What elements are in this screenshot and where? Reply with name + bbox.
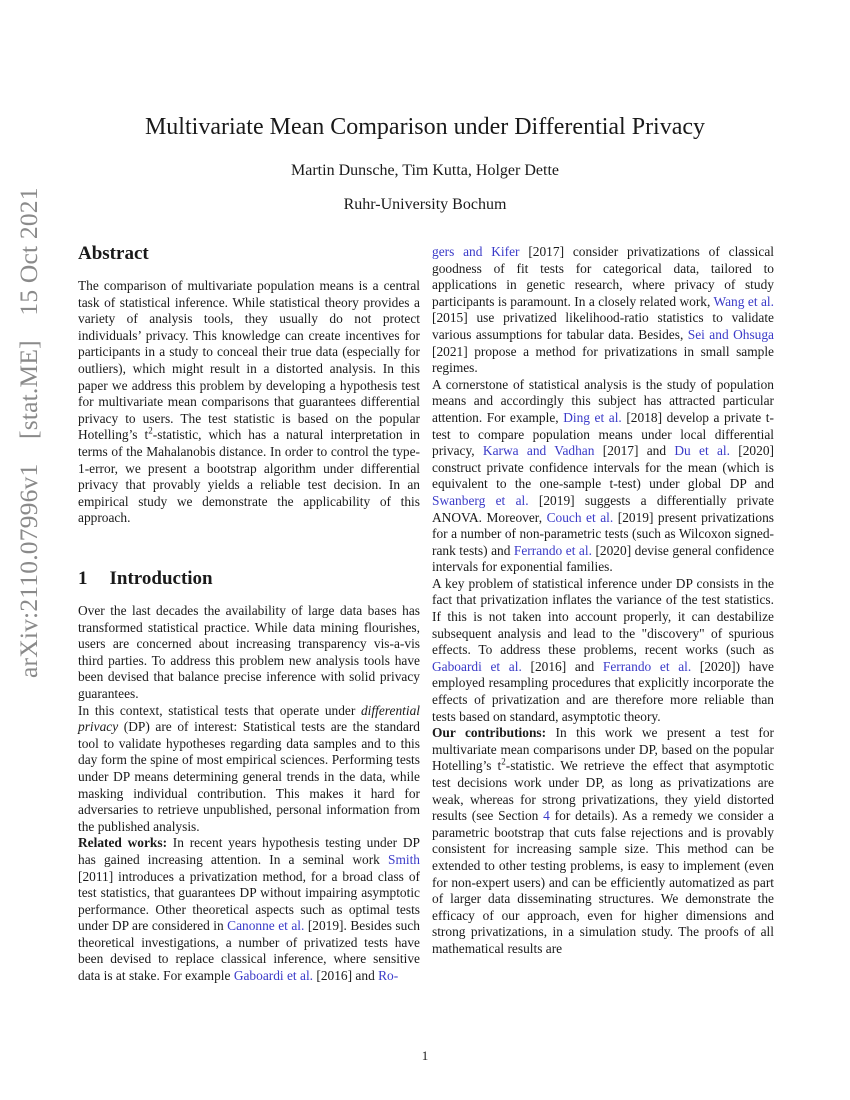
citation-link[interactable]: Gaboardi et al. xyxy=(233,968,314,984)
text: In this context, statistical tests that operate under xyxy=(78,702,361,718)
citation-year: [2017] xyxy=(528,244,565,259)
page-number: 1 xyxy=(421,1048,429,1063)
citation-year: [2018] xyxy=(626,409,663,425)
citation-year: [2020] xyxy=(738,443,774,459)
citation-link[interactable]: Canonne et al. xyxy=(227,918,305,934)
arxiv-date: 15 Oct 2021 xyxy=(14,187,43,316)
text: . Besides such theoretical investigations, a number of privatized tests have been devised to replace classical inference, where sensitive data is at stake. For example xyxy=(78,918,420,984)
abstract-heading: Abstract xyxy=(78,243,149,264)
citation-link[interactable]: Ding et al. xyxy=(563,409,622,425)
text: and xyxy=(352,968,379,984)
citation-link[interactable]: Gaboardi et al. xyxy=(432,658,522,674)
text: introduces a privatization method, for a broad class of test statistics, that guarantees DP without impairing asymptotic performance. Other theoretical aspects such as optimal tests under DP are considered in xyxy=(78,868,420,934)
contributions-paragraph xyxy=(432,725,774,957)
intro-left-column xyxy=(78,603,420,985)
text: present privatizations for a number of non-parametric tests (such as Wilcoxon signed-rank tests) and xyxy=(432,509,774,558)
arxiv-id: arXiv:2110.07996v1 xyxy=(14,463,43,678)
citation-year: [2019] xyxy=(307,918,344,934)
citation-year: [2019] xyxy=(617,509,654,525)
intro-paragraph-1: Over the last decades the availability of large data bases has transformed statistical practice. While data mining flourishes, users are concerned about increasing transparency vis-a-vis third parties. To address this problem new analysis tools have been devised that balance precise inference with solid privacy guarantees. xyxy=(78,603,420,701)
citation-year: [2011] xyxy=(78,868,114,884)
text: In recent years hypothesis testing under DP has gained increasing attention. In a seminal work xyxy=(78,835,420,867)
paper-authors: Martin Dunsche, Tim Kutta, Holger Dette xyxy=(291,162,559,179)
citation-link[interactable]: Ferrando et al. xyxy=(513,542,592,558)
section-title: Introduction xyxy=(109,568,213,589)
section-number: 1 xyxy=(78,568,88,589)
text: propose a method for privatizations in small sample regimes. xyxy=(432,343,774,376)
section-link[interactable]: 4 xyxy=(543,808,550,824)
abstract-text-a: The comparison of multivariate population means is a central task of statistical inference. While statistical theory provides a variety of analysis tools, they usually do not protect individuals’ privacy. This knowledge can create incentives for participants in a study to conceal their true data (especially for outliers), which might result in a distorted analysis. In this paper we address this problem by developing a hypothesis test for multivariate mean comparisons that guarantees differential privacy to users. The test statistic is based on the popular Hotelling’s t xyxy=(78,278,420,443)
citation-year: [2017] xyxy=(602,443,639,459)
citation-link[interactable]: Couch et al. xyxy=(546,509,614,525)
text: A key problem of statistical inference under DP consists in the fact that privatization inflates the variance of the test statistics. If this is not taken into account properly, it can destabilize subsequent analysis and lead to the "discovery" of spurious effects. To address these problems, recent works (such as xyxy=(432,575,774,658)
superscript: 2 xyxy=(148,425,153,436)
text: In this work we present a test for multivariate mean comparisons under DP, based on the popular Hotelling’s t xyxy=(432,725,774,774)
arxiv-category: [stat.ME] xyxy=(14,340,43,439)
paper-title: Multivariate Mean Comparison under Differential Privacy xyxy=(144,114,706,140)
text: (DP) are of interest: Statistical tests are the standard tool to validate hypotheses regarding data samples and to this day form the spine of most empirical sciences. Performing tests under DP means determining general trends in the data, while masking individual contribution. This makes it hard for adversaries to retrieve unpublished, personal information from the published analysis. xyxy=(78,719,420,834)
citation-link[interactable]: Wang et al. xyxy=(713,293,774,309)
citation-link[interactable]: Ferrando et al. xyxy=(602,658,692,674)
citation-year: [2020] xyxy=(595,542,632,558)
text: devise general confidence intervals for exponential families. xyxy=(432,542,775,575)
related-works-label: Related works: xyxy=(78,835,168,851)
text: ) have employed resampling procedures that explicitly incorporate the effects of privatization and are therefore more reliable than tests based on standard, asymptotic theory. xyxy=(432,658,774,724)
text: develop a private t-test to compare population means under local differential privacy, xyxy=(432,409,774,459)
abstract-text-b: -statistic, which has a natural interpretation in terms of the Mahalanobis distance. In order to control the type-1-error, we present a bootstrap algorithm under differential privacy that provably yields a reliable test decision. In an empirical study we demonstrate the applicability of this approach. xyxy=(78,427,420,526)
text: consider privatizations of classical goodness of fit tests for categorical data, tailored to applications in genetic research, where privacy of study participants is paramount. In a closely related work, xyxy=(432,244,775,309)
text: -statistic. We retrieve the effect that asymptotic test decisions work under DP, as long as privatizations are weak, whereas for strong privatizations, they yield distorted results (see Section xyxy=(432,758,774,824)
section-heading-introduction xyxy=(78,568,213,590)
citation-year: [2020] xyxy=(699,658,736,674)
intro-paragraph-2 xyxy=(78,703,420,836)
citation-year: [2021] xyxy=(432,343,468,359)
text: for details). As a remedy we consider a parametric bootstrap that cuts false rejections and is provably consistent for increasing sample size. This method can be extended to other testing problems, is easy to implement (even for non-expert users) and can be efficiently automatized as part of larger data disseminating structures. We demonstrate the efficacy of our approach, even for higher dimensions and strong privatizations, in a simulation study. The proofs of all mathematical results are xyxy=(432,808,774,956)
text: A cornerstone of statistical analysis is the study of population means and accordingly this subject has attracted particular attention. For example, xyxy=(432,376,774,425)
text: use privatized likelihood-ratio statistics to validate various assumptions for tabular data. Besides, xyxy=(432,310,774,342)
citation-link[interactable]: Smith xyxy=(388,851,420,867)
citation-year: [2019] xyxy=(538,492,575,508)
text: suggests a differentially private ANOVA. Moreover, xyxy=(432,492,774,525)
text: and xyxy=(566,658,603,674)
related-works-paragraph xyxy=(78,835,420,984)
citation-link[interactable]: Sei and Ohsuga xyxy=(687,326,774,342)
paper-affiliation: Ruhr-University Bochum xyxy=(343,196,507,213)
citation-link[interactable]: Ro- xyxy=(378,968,399,984)
key-problem-paragraph xyxy=(432,576,774,725)
citation-year: [2016] xyxy=(530,658,567,674)
contributions-label: Our contributions: xyxy=(432,725,547,741)
arxiv-stamp xyxy=(14,169,44,678)
citation-link[interactable]: Swanberg et al. xyxy=(432,492,529,508)
citation-link[interactable]: gers and Kifer xyxy=(432,244,520,259)
superscript: 2 xyxy=(501,756,506,767)
citation-link[interactable]: Karwa and Vadhan xyxy=(482,443,595,459)
citation-year: [2016] xyxy=(316,968,353,984)
text: and xyxy=(638,443,675,459)
emphasis-text: differential privacy xyxy=(78,702,420,735)
cornerstone-paragraph xyxy=(432,377,774,576)
text: construct private confidence intervals for the mean (which is equivalent to the one-sample t-test) under global DP and xyxy=(432,459,774,492)
intro-right-column xyxy=(432,244,774,958)
citation-year: [2015] xyxy=(432,310,468,326)
abstract-body xyxy=(78,278,420,527)
related-works-continued xyxy=(432,244,774,377)
citation-link[interactable]: Du et al. xyxy=(674,443,730,459)
